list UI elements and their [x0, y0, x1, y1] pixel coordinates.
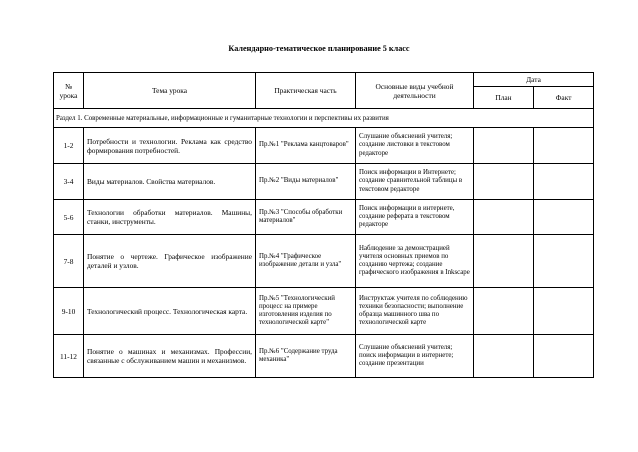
header-fact: Факт	[534, 87, 594, 109]
activities: Наблюдение за демонстрацией учителя основных приемов по созданию чертежа; создание графического изображения в Inkscape	[356, 235, 474, 288]
date-plan	[474, 335, 534, 378]
practical-part: Пр.№1 "Реклама канцтоваров"	[256, 128, 356, 164]
date-plan	[474, 288, 534, 335]
lesson-topic: Потребности и технологии. Реклама как средство формирования потребностей.	[84, 128, 256, 164]
lesson-topic: Виды материалов. Свойства материалов.	[84, 164, 256, 200]
date-plan	[474, 235, 534, 288]
activities: Слушание объяснений учителя; поиск информации в интернете; создание презентации	[356, 335, 474, 378]
lesson-number: 3-4	[54, 164, 84, 200]
practical-part: Пр.№3 "Способы обработки материалов"	[256, 200, 356, 235]
date-fact	[534, 288, 594, 335]
header-practical-part: Практическая часть	[256, 73, 356, 109]
lesson-number: 1-2	[54, 128, 84, 164]
date-fact	[534, 335, 594, 378]
table-row	[54, 335, 594, 378]
header-date: Дата	[474, 73, 594, 87]
date-fact	[534, 200, 594, 235]
lesson-topic: Технологии обработки материалов. Машины, станки, инструменты.	[84, 200, 256, 235]
lesson-number: 5-6	[54, 200, 84, 235]
table-row	[54, 164, 594, 200]
document-title: Календарно-тематическое планирование 5 класс	[228, 44, 410, 53]
activities: Поиск информации в интернете, создание реферата в текстовом редакторе	[356, 200, 474, 235]
header-activities: Основные виды учебной деятельности	[356, 73, 474, 109]
date-plan	[474, 200, 534, 235]
header-row	[54, 73, 594, 87]
practical-part: Пр.№4 "Графическое изображение детали и узла"	[256, 235, 356, 288]
header-lesson-number: № урока	[54, 73, 84, 109]
lesson-number: 7-8	[54, 235, 84, 288]
activities: Поиск информации в Интернете; создание сравнительной таблицы в текстовом редакторе	[356, 164, 474, 200]
date-plan	[474, 164, 534, 200]
activities: Слушание объяснений учителя; создание листовки в текстовом редакторе	[356, 128, 474, 164]
section-row	[54, 109, 594, 128]
header-plan: План	[474, 87, 534, 109]
lesson-topic: Понятие о чертеже. Графическое изображение деталей и узлов.	[84, 235, 256, 288]
table-row	[54, 235, 594, 288]
date-fact	[534, 164, 594, 200]
header-lesson-topic: Тема урока	[84, 73, 256, 109]
lesson-number: 11-12	[54, 335, 84, 378]
table-row	[54, 128, 594, 164]
date-fact	[534, 235, 594, 288]
practical-part: Пр.№5 "Технологический процесс на примере изготовления изделия по технологической карте"	[256, 288, 356, 335]
planning-table	[53, 72, 594, 378]
date-plan	[474, 128, 534, 164]
practical-part: Пр.№2 "Виды материалов"	[256, 164, 356, 200]
lesson-topic: Понятие о машинах и механизмах. Профессии, связанные с обслуживанием машин и механизмов.	[84, 335, 256, 378]
practical-part: Пр.№6 "Содержание труда механика"	[256, 335, 356, 378]
table-row	[54, 200, 594, 235]
lesson-number: 9-10	[54, 288, 84, 335]
section-heading: Раздел 1. Современные материальные, информационные и гуманитарные технологии и перспективы их развития	[54, 109, 594, 128]
activities: Инструктаж учителя по соблюдению техники безопасности; выполнение образца машинного шва по технологической карте	[356, 288, 474, 335]
table-row	[54, 288, 594, 335]
date-fact	[534, 128, 594, 164]
lesson-topic: Технологический процесс. Технологическая карта.	[84, 288, 256, 335]
